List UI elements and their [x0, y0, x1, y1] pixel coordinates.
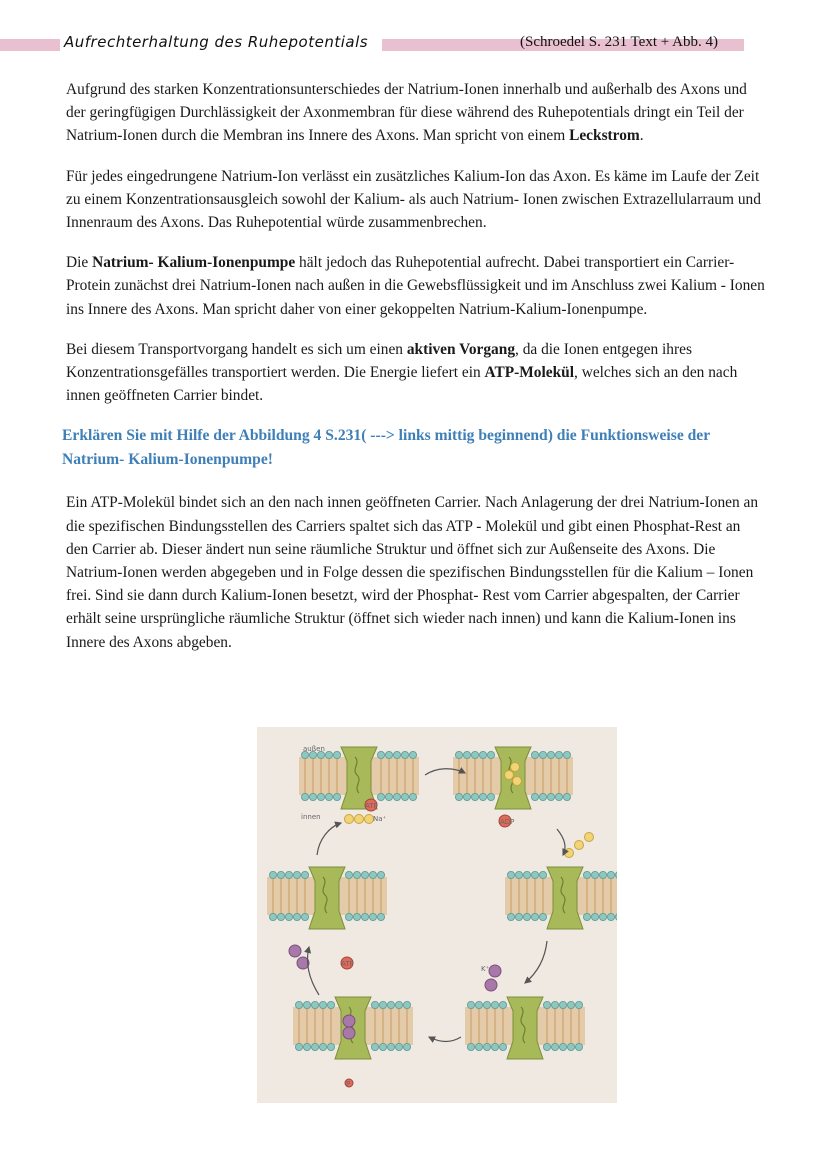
label-atp-2: ATP [341, 960, 354, 968]
label-atp-1: ATP [365, 802, 378, 810]
page-title: Aufrechterhaltung des Ruhepotentials [64, 33, 369, 51]
pump-stage-5 [293, 997, 413, 1087]
paragraph-answer: Ein ATP-Molekül bindet sich an den nach innen geöffneten Carrier. Nach Anlagerung der drei Natrium-Ionen an die spezifischen Bindungsstellen des Carriers spaltet sich das ATP - Molekül und gibt einen Phosphat-Rest an den Carrier ab. Dieser ändert nun seine räumliche Struktur und öffnet sich zur Außenseite des Axons. Die Natrium-Ionen werden abgegeben und in Folge dessen die spezifischen Bindungsstellen für die Kalium – Ionen frei. Sind sie dann durch Kalium-Ionen besetzt, wird der Phosphat- Rest vom Carrier abgespalten, der Carrier erhält seine ursprüngliche räumliche Struktur (öffnet sich wieder nach innen) und kann die Kalium-Ionen ins Innere des Axons abgeben. [66, 494, 759, 651]
paragraph-kalium: Für jedes eingedrungene Natrium-Ion verlässt ein zusätzliches Kalium-Ion das Axon. Es käme im Laufe der Zeit zu einem Konzentrationsausgleich sowohl der Kalium- als auch Natrium- Ionen zwischen Extrazellularraum und Innenraum des Axons. Das Ruhepotential würde zusammenbrechen. [66, 167, 761, 232]
label-phosphate: P [346, 1080, 351, 1088]
label-sodium: Na⁺ [373, 815, 387, 823]
label-adp: ADP [500, 818, 515, 826]
pump-cycle-diagram [257, 727, 617, 1103]
document-body [62, 78, 766, 671]
pump-stage-4 [267, 867, 387, 969]
highlight-bar-left [0, 39, 60, 51]
term-atp-molekuel: ATP-Molekül [484, 364, 575, 382]
term-natrium-kalium-ionenpumpe: Natrium- Kalium-Ionenpumpe [92, 254, 296, 272]
page-header [0, 30, 828, 58]
paragraph-aktiver-vorgang: Bei diesem Transportvorgang handelt es sich um einen aktiven Vorgang, da die Ionen entgegen ihres Konzentrationsgefälles transportiert werden. Die Energie liefert ein ATP-Molekül, welches sich an den nach innen geöffneten Carrier bindet. [66, 340, 738, 405]
pump-stage-3 [505, 833, 617, 930]
paragraph-ionenpumpe: Die Natrium- Kalium-Ionenpumpe hält jedoch das Ruhepotential aufrecht. Dabei transportiert ein Carrier-Protein zunächst drei Natrium-Ionen nach außen in die Gewebsflüssigkeit und im Anschluss zwei Kalium - Ionen ins Innere des Axons. Man spricht daher von einer gekoppelten Natrium-Kalium-Ionenpumpe. [66, 254, 765, 318]
label-inside: innen [301, 813, 321, 821]
label-outside: außen [303, 745, 325, 753]
paragraph-leckstrom: Aufgrund des starken Konzentrationsunterschiedes der Natrium-Ionen innerhalb und außerhalb des Axons und der geringfügigen Durchlässigkeit der Axonmembran für diese während des Ruhepotentials dringt ein Teil der Natrium-Ionen durch die Membran ins Innere des Axons. Man spricht von einem Leckstrom. [66, 81, 747, 145]
pump-stage-2 [453, 747, 573, 827]
label-potassium: K⁺ [481, 965, 490, 973]
term-aktiver-vorgang: aktiven Vorgang [406, 340, 516, 358]
task-question: Erklären Sie mit Hilfe der Abbildung 4 S.231( ---> links mittig beginnend) die Funktionsweise der Natrium- Kalium-Ionenpumpe! [62, 427, 710, 468]
source-reference: (Schroedel S. 231 Text + Abb. 4) [520, 34, 718, 50]
pump-stage-6 [465, 965, 585, 1059]
term-leckstrom: Leckstrom [569, 127, 640, 145]
sodium-potassium-pump-figure [257, 727, 617, 1103]
